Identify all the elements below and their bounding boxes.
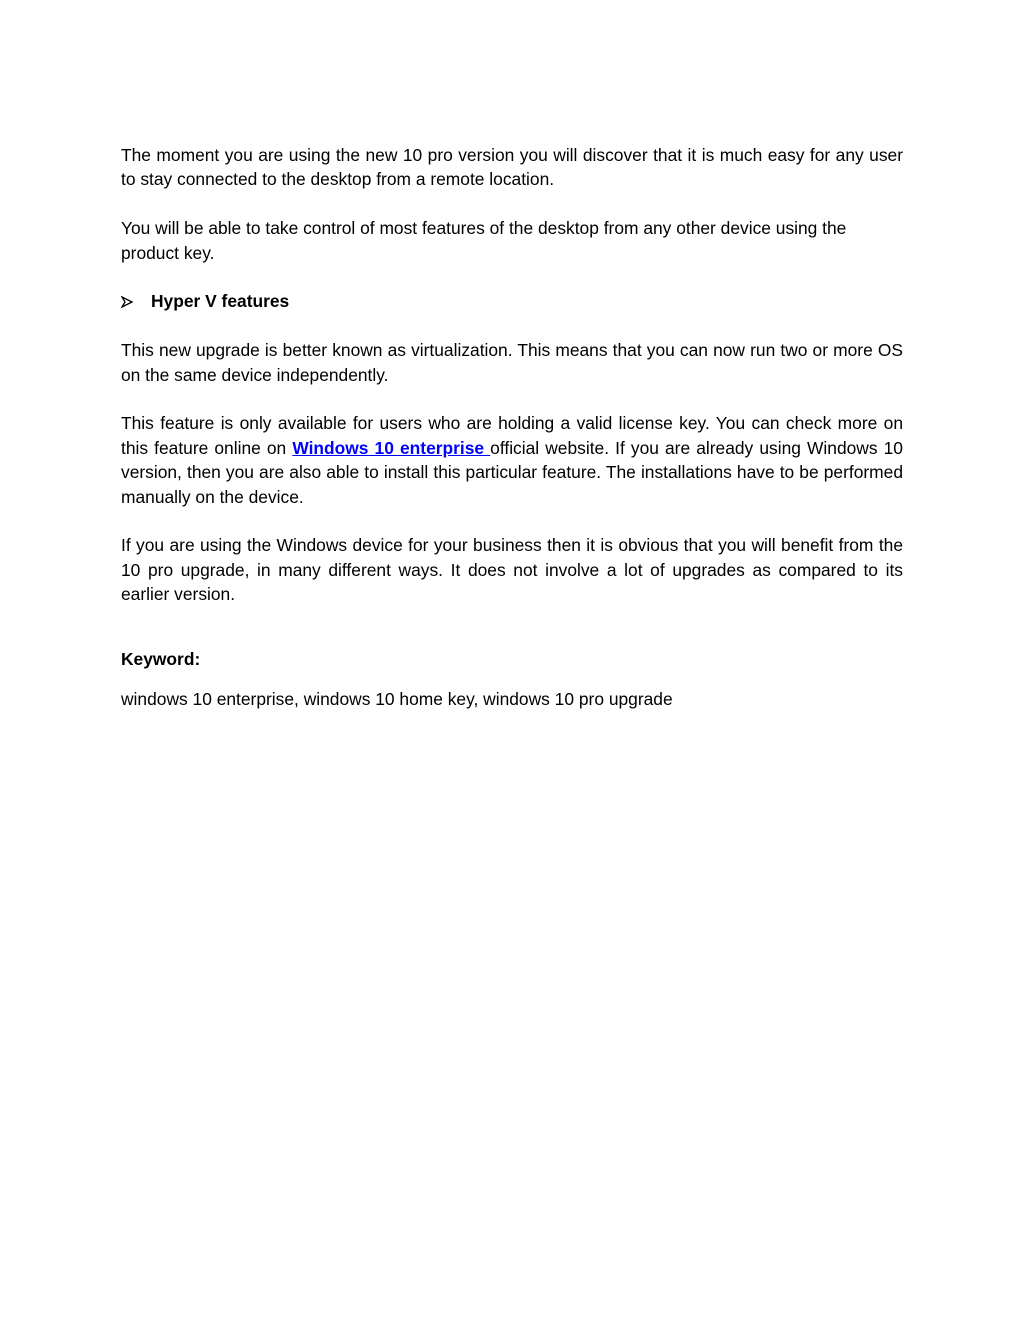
arrowhead-bullet-icon [121, 296, 151, 308]
bullet-heading-hyper-v [121, 289, 903, 313]
windows-10-enterprise-link[interactable]: Windows 10 enterprise [292, 437, 491, 458]
paragraph-product-key: You will be able to take control of most features of the desktop from any other device using the product key. [121, 218, 847, 263]
section-heading: Hyper V features [151, 291, 290, 312]
paragraph-business-benefit: If you are using the Windows device for your business then it is obvious that you will benefit from the 10 pro upgrade, in many different ways. It does not involve a lot of upgrades as compared to its earlier version. [121, 535, 903, 605]
paragraph-text-after-link: official website. If you are already using Windows 10 version, then you are also able to install this particular feature. The installations have to be performed manually on the device. [121, 437, 903, 507]
keyword-list: windows 10 enterprise, windows 10 home key, windows 10 pro upgrade [121, 689, 673, 710]
paragraph-license-key [121, 411, 903, 509]
keyword-label: Keyword: [121, 648, 201, 669]
paragraph-virtualization: This new upgrade is better known as virtualization. This means that you can now run two or more OS on the same device independently. [121, 340, 903, 385]
paragraph-text-before-link: This feature is only available for users who are holding a valid license key. You can check more on this feature online on [121, 413, 903, 458]
paragraph-remote-desktop: The moment you are using the new 10 pro version you will discover that it is much easy for any user to stay connected to the desktop from a remote location. [121, 145, 903, 190]
document-body [121, 143, 903, 711]
